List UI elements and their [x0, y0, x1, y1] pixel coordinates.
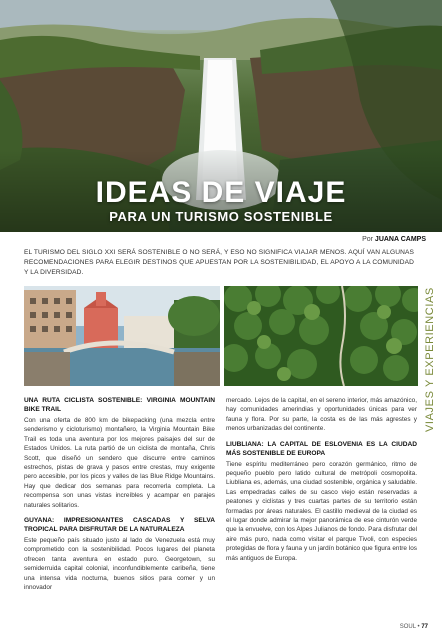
- column-right: [226, 396, 417, 569]
- magazine-name: SOUL: [399, 624, 416, 630]
- lead-paragraph: EL TURISMO DEL SIGLO XXI SERÁ SOSTENIBLE O NO SERÁ, Y ESO NO SIGNIFICA VIAJAR MENOS. AQUÍ VAN ALGUNAS RECOMENDACIONES PARA ELEGIR DESTINOS QUE APUESTAN POR LA SOSTENIBILIDAD, EL APOYO A LA COMUNIDAD Y LA DIVERSIDAD.: [24, 249, 414, 276]
- article-heading: UNA RUTA CICLISTA SOSTENIBLE: VIRGINIA MOUNTAIN BIKE TRAIL: [24, 397, 215, 413]
- section-label-text: VIAJES Y EXPERIENCIAS: [424, 287, 436, 432]
- page-folio: SOUL • 77: [399, 624, 428, 630]
- rainforest-illustration: [224, 286, 418, 386]
- page-subtitle: PARA UN TURISMO SOSTENIBLE: [109, 209, 333, 224]
- article-heading: GUYANA: IMPRESIONANTES CASCADAS Y SELVA TROPICAL PARA DISFRUTAR DE LA NATURALEZA: [24, 517, 215, 534]
- ljubljana-illustration: [24, 286, 220, 386]
- article-heading: LIUBLIANA: LA CAPITAL DE ESLOVENIA ES LA CIUDAD MÁS SOSTENIBLE DE EUROPA: [226, 440, 417, 457]
- article-body: Tiene espíritu mediterráneo pero corazón germánico, ritmo de pequeño pueblo pero latido cultural de metrópoli cosmopolita. Liubliana es, además, una ciudad sostenible, orgánica y saludable. Las empedradas calles de su casco viejo están reservadas a peatones y ciclistas y tres cuartas partes de su territorio están formadas por áreas naturales. El castillo medieval de la ciudad es el lugar donde admirar la mejor panorámica de ese cinturón verde que la envuelve, con los Alpes Julianos de fondo. Para disfrutar del aire más puro, nada como visitar el parque Tivoli, con especies protegidas de flora y fauna y un jardín botánico que figura entre los más antiguos de Europa.: [226, 460, 417, 562]
- byline: [362, 236, 426, 243]
- article-body-continued: mercado. Lejos de la capital, en el sereno interior, más amazónico, hay comunidades amerindias y oportunidades únicas para ver fauna y flora. Por su parte, la costa es de las más agrestes y menos urbanizadas del continente.: [226, 397, 417, 433]
- article-body: Con una oferta de 800 km de bikepacking (una mezcla entre senderismo y cicloturismo) montañero, la Virginia Mountain Bike Trail es toda una aventura por los mejores paisajes del sur de Estados Unidos. La ruta partió de un ciclista de montaña, Chris Scott, que diseñó un sendero que discurre entre caminos estrechos, pistas de grava y pasos entre crestas, muy exigente pero accesible, por los picos y valles de las Blue Ridge Mountains. Hay que dedicar dos semanas para recorrerla completa. La recompensa son unas vistas increíbles y acampar en parajes naturales solitarios.: [24, 417, 215, 509]
- byline-author: JUANA CAMPS: [374, 236, 426, 243]
- photo-ljubljana: [24, 286, 220, 386]
- page-number: 77: [421, 624, 428, 630]
- section-label: [422, 286, 442, 446]
- page-title: IDEAS DE VIAJE: [95, 176, 347, 209]
- article-body: Este pequeño país situado justo al lado de Venezuela está muy comprometido con la sostenibilidad. Pocos lugares del planeta ofrecen tanta aventura en estado puro. Georgetown, su semiderruida capital colonial, inconfundiblemente caribeña, tiene una intensa vida nocturna, buenos sitios para comer y un innovador: [24, 537, 215, 592]
- column-left: [24, 396, 215, 599]
- photo-rainforest: [224, 286, 418, 386]
- byline-prefix: Por: [362, 236, 373, 243]
- hero-photo-waterfall: [0, 0, 442, 232]
